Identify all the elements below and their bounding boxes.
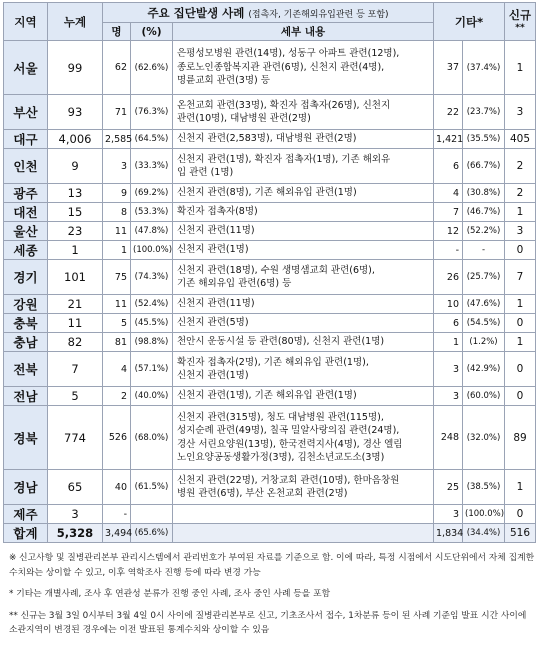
total-cases: 774: [48, 406, 103, 470]
header-cluster-group: [103, 3, 434, 23]
cluster-detail: [173, 387, 434, 406]
etc-count: 12: [434, 222, 463, 241]
cluster-count: 11: [103, 222, 131, 241]
region-case-table: [3, 2, 536, 543]
cluster-count: 8: [103, 203, 131, 222]
etc-percent: (46.7%): [463, 203, 505, 222]
region-name: 인천: [4, 149, 48, 184]
cluster-detail: [173, 95, 434, 130]
region-name: 경남: [4, 470, 48, 505]
detail-line: 신천지 관련(11명): [177, 225, 255, 237]
cluster-detail: [173, 352, 434, 387]
cluster-count: 40: [103, 470, 131, 505]
region-name: 서울: [4, 41, 48, 95]
new-cases: 0: [505, 241, 536, 260]
total-cases: 21: [48, 295, 103, 314]
region-name: 울산: [4, 222, 48, 241]
table-row: [4, 260, 536, 295]
cluster-percent: (57.1%): [131, 352, 173, 387]
detail-line: 신천지 관련(1명): [177, 244, 249, 256]
region-name: 충북: [4, 314, 48, 333]
cluster-detail: [173, 295, 434, 314]
footnote-etc: * 기타는 개별사례, 조사 후 연관성 분류가 진행 중인 사례, 조사 중인 사례 등을 포함: [9, 589, 331, 599]
cluster-percent: (76.3%): [131, 95, 173, 130]
cluster-count: 4: [103, 352, 131, 387]
new-cases: 1: [505, 333, 536, 352]
cluster-count: 3: [103, 149, 131, 184]
total-cases: 93: [48, 95, 103, 130]
new-cases: 3: [505, 95, 536, 130]
cluster-count: 9: [103, 184, 131, 203]
region-name: 대전: [4, 203, 48, 222]
table-row: [4, 406, 536, 470]
region-name: 경북: [4, 406, 48, 470]
table-row: [4, 222, 536, 241]
new-cases: 0: [505, 314, 536, 333]
header-new-mark: **: [515, 22, 525, 33]
table-row: [4, 41, 536, 95]
etc-count: 1,421: [434, 130, 463, 149]
cluster-percent: (64.5%): [131, 130, 173, 149]
total-cases: 7: [48, 352, 103, 387]
table-row: [4, 505, 536, 524]
etc-count: 10: [434, 295, 463, 314]
cluster-count: 2: [103, 387, 131, 406]
detail-line: 명륜교회 관련(3명) 등: [177, 75, 270, 87]
new-cases: 1: [505, 203, 536, 222]
new-cases: 89: [505, 406, 536, 470]
total-cluster-percent: (65.6%): [131, 524, 173, 543]
header-detail: 세부 내용: [173, 23, 434, 41]
etc-percent: (25.7%): [463, 260, 505, 295]
cluster-percent: (53.3%): [131, 203, 173, 222]
total-new: 516: [505, 524, 536, 543]
etc-percent: (30.8%): [463, 184, 505, 203]
etc-percent: (54.5%): [463, 314, 505, 333]
total-label: 합계: [4, 524, 48, 543]
cluster-count: -: [103, 505, 131, 524]
cluster-percent: (69.2%): [131, 184, 173, 203]
etc-count: 248: [434, 406, 463, 470]
region-name: 전북: [4, 352, 48, 387]
total-cases: 15: [48, 203, 103, 222]
cluster-percent: (74.3%): [131, 260, 173, 295]
detail-line: 신천지 관련(1명): [177, 370, 249, 381]
etc-percent: -: [463, 241, 505, 260]
new-cases: 2: [505, 149, 536, 184]
etc-percent: (47.6%): [463, 295, 505, 314]
etc-count: 6: [434, 149, 463, 184]
detail-line: 천안시 운동시설 등 관련(80명), 신천지 관련(1명): [177, 336, 385, 348]
cluster-count: 5: [103, 314, 131, 333]
table-row: [4, 352, 536, 387]
detail-line: 입 관련 (1명): [177, 167, 234, 178]
etc-count: 3: [434, 387, 463, 406]
etc-percent: (38.5%): [463, 470, 505, 505]
region-name: 전남: [4, 387, 48, 406]
region-name: 세종: [4, 241, 48, 260]
cluster-detail: [173, 149, 434, 184]
total-cluster-count: 3,494: [103, 524, 131, 543]
total-sum: 5,328: [48, 524, 103, 543]
region-name: 광주: [4, 184, 48, 203]
region-name: 강원: [4, 295, 48, 314]
footnote-new: ** 신규는 3월 3일 0시부터 3월 4일 0시 사이에 질병관리본부로 신고, 기초조사서 접수, 1차분류 등이 된 사례 기준임 발표 시간 사이에 소관지역이 변경된 경우에는 이전 발표된 통계수치와 상이할 수 있음: [9, 610, 527, 635]
new-cases: 0: [505, 505, 536, 524]
detail-line: 종로노인종합복지관 관련(6명), 신천지 관련(4명),: [177, 61, 385, 73]
cluster-detail: [173, 314, 434, 333]
detail-line: 확진자 접촉자(2명), 기존 해외유입 관련(1명),: [177, 356, 369, 368]
cluster-detail: [173, 406, 434, 470]
etc-count: 4: [434, 184, 463, 203]
table-row: [4, 470, 536, 505]
etc-percent: (66.7%): [463, 149, 505, 184]
cluster-count: 11: [103, 295, 131, 314]
detail-line: 관련(10명), 대남병원 관련(2명): [177, 113, 311, 124]
new-cases: 1: [505, 470, 536, 505]
region-case-table-container: [3, 2, 535, 645]
cluster-detail: [173, 470, 434, 505]
cluster-detail: [173, 260, 434, 295]
cluster-percent: (62.6%): [131, 41, 173, 95]
total-cases: 4,006: [48, 130, 103, 149]
cluster-percent: (47.8%): [131, 222, 173, 241]
etc-percent: (23.7%): [463, 95, 505, 130]
header-cluster-note: (접촉자, 기존해외유입관련 등 포함): [248, 9, 389, 20]
new-cases: 1: [505, 41, 536, 95]
footnote-main: ※ 신고사항 및 질병관리본부 관리시스템에서 관리번호가 부여된 자료를 기준으로 함. 이에 따라, 특정 시점에서 시도단위에서 자체 집계한 수치와는 상이할 수 있고, 이후 역학조사 진행 등에 따라 변경 가능: [9, 553, 535, 578]
cluster-count: 1: [103, 241, 131, 260]
table-row: [4, 184, 536, 203]
new-cases: 7: [505, 260, 536, 295]
table-row: [4, 333, 536, 352]
cluster-detail: [173, 333, 434, 352]
detail-line: 신천지 관련(5명): [177, 317, 249, 329]
total-cases: 9: [48, 149, 103, 184]
table-row: [4, 203, 536, 222]
etc-percent: (37.4%): [463, 41, 505, 95]
new-cases: 1: [505, 295, 536, 314]
header-count: 명: [103, 23, 131, 41]
detail-line: 은평성모병원 관련(14명), 성동구 아파트 관련(12명),: [177, 48, 400, 60]
total-row: [4, 524, 536, 543]
cluster-detail: [173, 41, 434, 95]
etc-count: 3: [434, 505, 463, 524]
total-cases: 1: [48, 241, 103, 260]
detail-line: 기존 해외유입 관련(6명) 등: [177, 278, 292, 289]
new-cases: 405: [505, 130, 536, 149]
header-region: 지역: [4, 3, 48, 41]
total-cases: 23: [48, 222, 103, 241]
etc-count: 37: [434, 41, 463, 95]
header-new-label: 신규: [508, 7, 532, 22]
cluster-count: 62: [103, 41, 131, 95]
table-row: [4, 241, 536, 260]
new-cases: 0: [505, 387, 536, 406]
cluster-percent: [131, 505, 173, 524]
header-new: [505, 3, 536, 41]
table-row: [4, 149, 536, 184]
cluster-count: 526: [103, 406, 131, 470]
header-percent: (%): [131, 23, 173, 41]
cluster-count: 81: [103, 333, 131, 352]
cluster-percent: (61.5%): [131, 470, 173, 505]
footnotes: [3, 551, 535, 638]
cluster-percent: (68.0%): [131, 406, 173, 470]
etc-count: 22: [434, 95, 463, 130]
new-cases: 3: [505, 222, 536, 241]
etc-count: 7: [434, 203, 463, 222]
etc-percent: (1.2%): [463, 333, 505, 352]
header-cluster-title: 주요 집단발생 사례: [147, 5, 245, 20]
total-etc-count: 1,834: [434, 524, 463, 543]
total-cases: 3: [48, 505, 103, 524]
detail-line: 신천지 관련(11명): [177, 298, 255, 310]
detail-line: 노인요양공동생활가정(3명), 김천소년교도소(3명): [177, 452, 385, 463]
table-row: [4, 314, 536, 333]
region-name: 제주: [4, 505, 48, 524]
etc-percent: (35.5%): [463, 130, 505, 149]
table-row: [4, 95, 536, 130]
cluster-percent: (98.8%): [131, 333, 173, 352]
detail-line: 성지순례 관련(49명), 칠곡 밀알사랑의집 관련(24명),: [177, 425, 400, 436]
detail-line: 신천지 관련(8명), 기존 해외유입 관련(1명): [177, 187, 357, 199]
cluster-percent: (40.0%): [131, 387, 173, 406]
cluster-detail: [173, 203, 434, 222]
etc-percent: (52.2%): [463, 222, 505, 241]
detail-line: 신천지 관련(1명), 확진자 접촉자(1명), 기존 해외유: [177, 153, 391, 165]
etc-count: 3: [434, 352, 463, 387]
region-name: 부산: [4, 95, 48, 130]
etc-count: 25: [434, 470, 463, 505]
detail-line: 신천지 관련(1명), 기존 해외유입 관련(1명): [177, 390, 357, 402]
cluster-count: 75: [103, 260, 131, 295]
table-row: [4, 295, 536, 314]
etc-count: 6: [434, 314, 463, 333]
new-cases: 0: [505, 352, 536, 387]
total-cases: 11: [48, 314, 103, 333]
header-total: 누계: [48, 3, 103, 41]
total-etc-percent: (34.4%): [463, 524, 505, 543]
total-cases: 99: [48, 41, 103, 95]
table-body: [4, 41, 536, 543]
header-etc: 기타*: [434, 3, 505, 41]
total-cases: 101: [48, 260, 103, 295]
detail-line: 온천교회 관련(33명), 확진자 접촉자(26명), 신천지: [177, 99, 391, 111]
detail-line: 신천지 관련(18명), 수원 생명샘교회 관련(6명),: [177, 264, 375, 276]
etc-percent: (60.0%): [463, 387, 505, 406]
etc-count: -: [434, 241, 463, 260]
new-cases: 2: [505, 184, 536, 203]
etc-count: 26: [434, 260, 463, 295]
total-cases: 65: [48, 470, 103, 505]
total-cases: 5: [48, 387, 103, 406]
etc-percent: (100.0%): [463, 505, 505, 524]
cluster-detail: [173, 184, 434, 203]
detail-line: 경산 서린요양원(13명), 한국전력지사(4명), 경산 엘림: [177, 438, 403, 450]
table-row: [4, 130, 536, 149]
cluster-detail: [173, 222, 434, 241]
region-name: 대구: [4, 130, 48, 149]
detail-line: 신천지 관련(22명), 거창교회 관련(10명), 한마음창원: [177, 474, 400, 486]
total-cases: 82: [48, 333, 103, 352]
total-cases: 13: [48, 184, 103, 203]
etc-percent: (42.9%): [463, 352, 505, 387]
detail-line: 신천지 관련(315명), 청도 대남병원 관련(115명),: [177, 411, 384, 423]
cluster-percent: (33.3%): [131, 149, 173, 184]
cluster-detail: [173, 241, 434, 260]
cluster-percent: (52.4%): [131, 295, 173, 314]
region-name: 충남: [4, 333, 48, 352]
etc-count: 1: [434, 333, 463, 352]
detail-line: 신천지 관련(2,583명), 대남병원 관련(2명): [177, 133, 357, 145]
cluster-count: 71: [103, 95, 131, 130]
cluster-detail: [173, 505, 434, 524]
total-detail-empty: [173, 524, 434, 543]
detail-line: 병원 관련(6명), 부산 온천교회 관련(2명): [177, 488, 348, 499]
detail-line: 확진자 접촉자(8명): [177, 206, 258, 218]
etc-percent: (32.0%): [463, 406, 505, 470]
cluster-percent: (100.0%): [131, 241, 173, 260]
cluster-detail: [173, 130, 434, 149]
region-name: 경기: [4, 260, 48, 295]
cluster-count: 2,585: [103, 130, 131, 149]
table-row: [4, 387, 536, 406]
cluster-percent: (45.5%): [131, 314, 173, 333]
